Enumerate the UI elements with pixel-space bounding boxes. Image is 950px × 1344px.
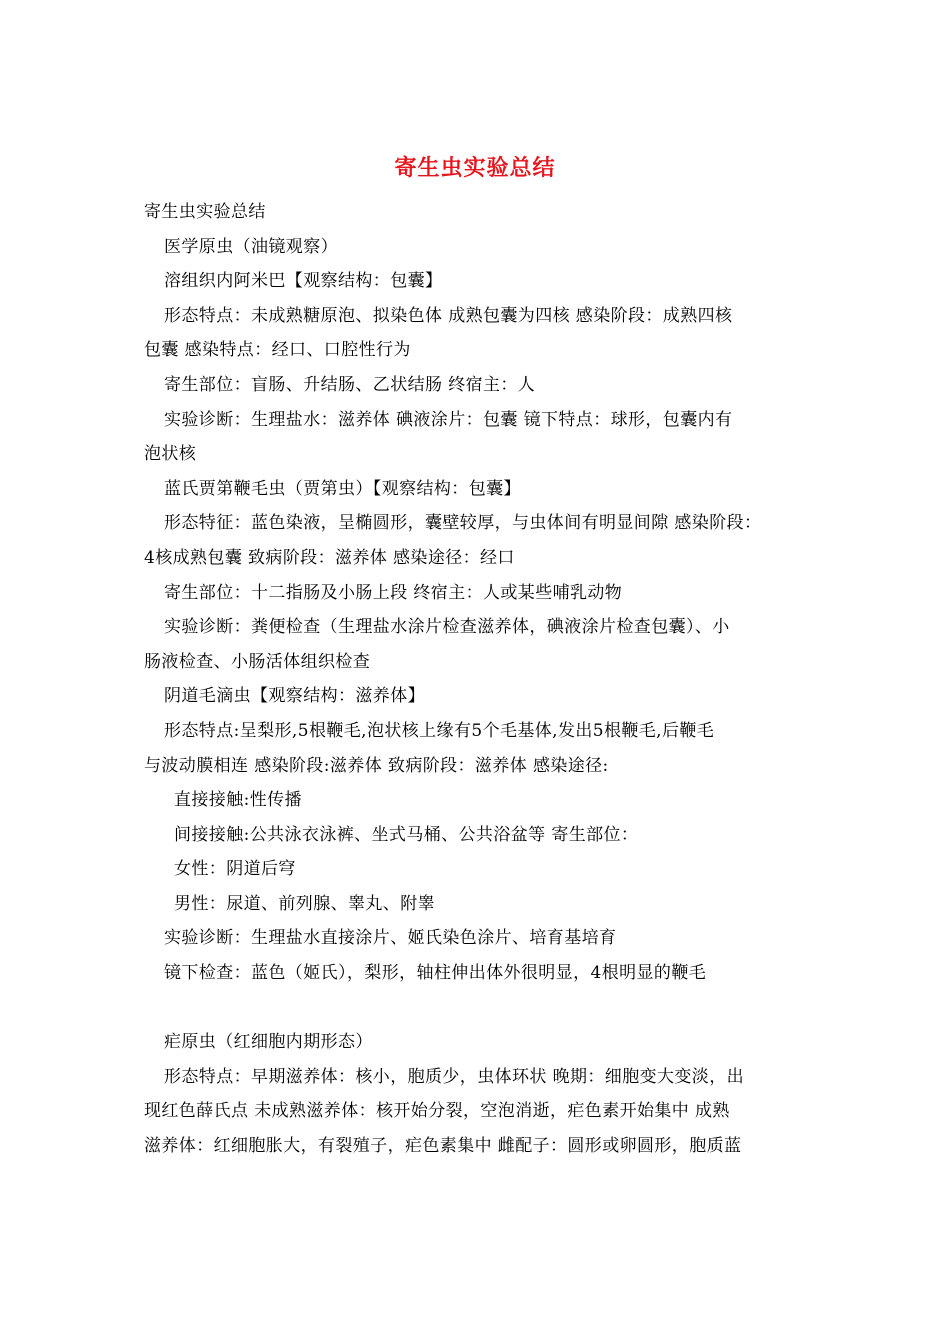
paragraph-line: 疟原虫（红细胞内期形态） (164, 1032, 373, 1053)
paragraph-line: 实验诊断：生理盐水直接涂片、姬氏染色涂片、培育基培育 (164, 928, 617, 949)
paragraph-line: 寄生部位：十二指肠及小肠上段 终宿主：人或某些哺乳动物 (164, 582, 623, 603)
paragraph-line: 医学原虫（油镜观察） (164, 236, 338, 257)
paragraph-line: 蓝氏贾第鞭毛虫（贾第虫）【观察结构：包囊】 (164, 478, 521, 499)
blank-line (144, 991, 824, 1026)
paragraph-line: 滋养体：红细胞胀大，有裂殖子，疟色素集中 雌配子：圆形或卵圆形，胞质蓝 (144, 1136, 742, 1157)
document-title: 寄生虫实验总结 (394, 155, 556, 181)
paragraph-line: 形态特点：早期滋养体：核小，胞质少，虫体环状 晚期：细胞变大变淡，出 (164, 1066, 745, 1087)
paragraph-line: 现红色薛氏点 未成熟滋养体：核开始分裂，空泡消逝，疟色素开始集中 成熟 (144, 1101, 730, 1122)
paragraph-line: 肠液检查、小肠活体组织检查 (144, 651, 371, 672)
paragraph-line: 镜下检查：蓝色（姬氏），梨形，轴柱伸出体外很明显，4根明显的鞭毛 (164, 963, 707, 984)
paragraph-line: 阴道毛滴虫【观察结构：滋养体】 (164, 686, 425, 707)
paragraph-line: 与波动膜相连 感染阶段:滋养体 致病阶段：滋养体 感染途径: (144, 755, 609, 776)
paragraph-line: 形态特点：未成熟糖原泡、拟染色体 成熟包囊为四核 感染阶段：成熟四核 (164, 305, 733, 326)
paragraph-line: 形态特点:呈梨形,5根鞭毛,泡状核上缘有5个毛基体,发出5根鞭毛,后鞭毛 (164, 720, 715, 741)
paragraph-line: 4核成熟包囊 致病阶段：滋养体 感染途径：经口 (144, 547, 515, 568)
paragraph-line: 女性：阴道后穹 (174, 859, 296, 880)
paragraph-line: 泡状核 (144, 444, 197, 465)
paragraph-line: 寄生虫实验总结 (144, 202, 266, 222)
paragraph-line: 男性：尿道、前列腺、睾丸、附睾 (174, 893, 435, 914)
paragraph-line: 形态特征：蓝色染液，呈椭圆形，囊壁较厚，与虫体间有明显间隙 感染阶段： (164, 513, 762, 534)
paragraph-line: 实验诊断：生理盐水：滋养体 碘液涂片：包囊 镜下特点：球形，包囊内有 (164, 409, 733, 430)
paragraph-line: 溶组织内阿米巴【观察结构：包囊】 (164, 271, 443, 292)
paragraph-line: 间接接触:公共泳衣泳裤、坐式马桶、公共浴盆等 寄生部位： (174, 824, 639, 845)
document-body (144, 195, 824, 1164)
paragraph-line: 直接接触:性传播 (174, 790, 302, 811)
paragraph-line: 寄生部位：盲肠、升结肠、乙状结肠 终宿主：人 (164, 374, 536, 395)
paragraph-line: 实验诊断：粪便检查（生理盐水涂片检查滋养体，碘液涂片检查包囊）、小 (164, 617, 730, 638)
paragraph-line: 包囊 感染特点：经口、口腔性行为 (144, 340, 411, 361)
